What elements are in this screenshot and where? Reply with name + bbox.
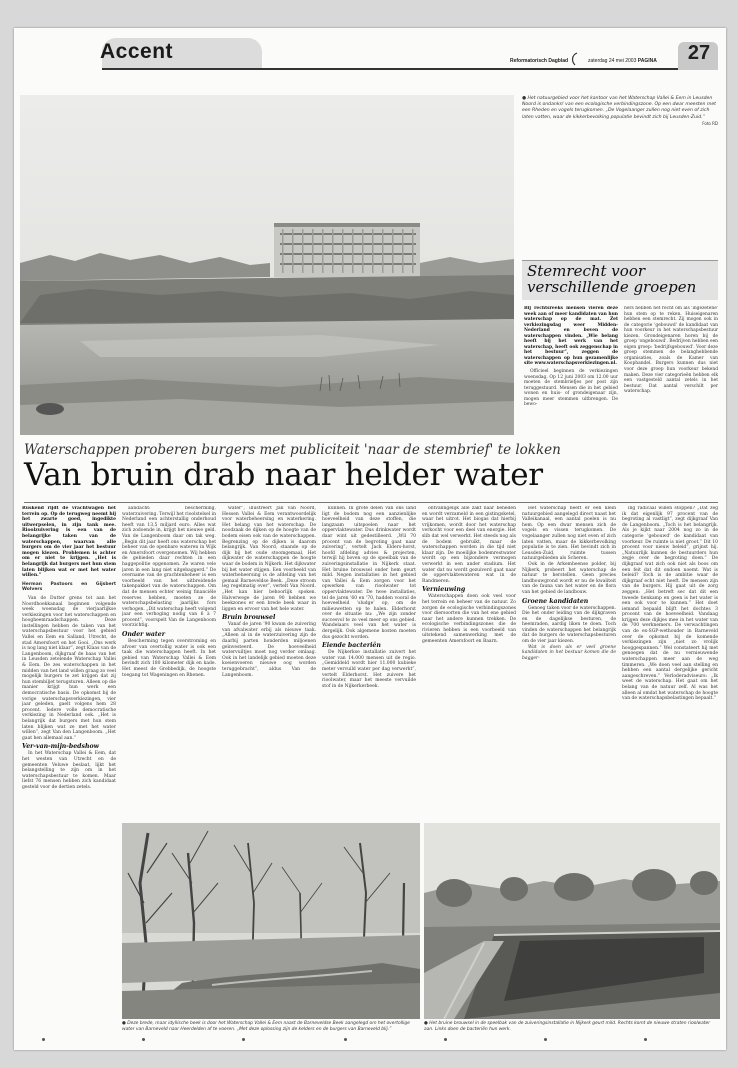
column-1-text: Van de Dutter grens tot aan het Noordhoekkanaal beginnen volgende week woensdag de vierjaarlijkse verkiezingen voor het waterschappen en hoogheemraadschappen. Deze instellingen hebben de taken van het waterschapsbestuur voor het gebied Vallei en Eem en Salland, Utrecht, de stad Amersfoort en het Gooi. „Ons werk is nog lang niet klaar”, zegt Klaas van de Langenboom, dijkgraaf de baas van het in Leusden zetelende Waterschap Vallei & Eem. De zes waterschappen in het midden van het land willen graag zo veel mogelijk burgers te zet krijgen dat zij hun stembiljet terugsturen. Alleen op die manier krijgt hun werk een democratische basis. De opkomst bij de vorige waterschapsverkiezingen, vier jaar geleden, gaelt volgens hem 28 procent. Iedere volle democratische verkiezing in Nederland ook. „Het is belangrijk dat burgers met hun stem laten blijken wat ze met het water willen”, zegt Van den Langenboom. „Het gaat hen allemaal aan.” [22, 595, 116, 741]
caption-text: Het natuurgebied voor het kantoor van het Waterschap Vallei & Eem in Leusden Noord is ondanks! van een ecologische verbindingszone. Op een dwar meesten met een Rheden en vogels terugkomen. „De Vogelaanger zullen nog niet even of zich laten vatten, waar de kikkerbevolking populatie bevindt zich bij Leusden-Zuid.” [522, 96, 716, 120]
treatment-basin-photo-icon [424, 823, 720, 1019]
footer-dot [644, 1038, 647, 1041]
treatment-caption-text: Het bruine brouwsel in de speelbak van de zuiveringsinstallatie in Nijkerk geurt mild. Rechts komt de nieuwe straten rioolwater aan. Links doen de bacteriën hun werk. [424, 1021, 711, 1032]
footer-dot [242, 1038, 245, 1041]
treatment-basin-photo [424, 823, 720, 1019]
stream-photo-icon [122, 823, 420, 1019]
column-6-text: Het waterschap heeft er een klein natuurgebied aangelegd direct naast het Valleikanaal, een aantal poelen is nu hem. Op een dwar mensen zich de vogels en vissen terugkomen. De vogelaanger zullen nog niet even of zich laten vatten, maar de kikkerbevolking populatie is te zien. Het bevindt zich in Leusden-Zuid, ruimte tussen natuurgebieden als Scheren. [522, 506, 616, 562]
subhead-2: Onder water [122, 631, 165, 639]
sidebar-text-1: Officieel beginnen de verkiezingen woensdag. Op 12 juni 2003 om 12.00 uur moeten de stembriefjes per post zijn teruggestuurd. Mensen die in het gebied wonen en huis- of grondeigenaar zijn, mogen meer stemmen uitbrengen. De bewo- [524, 369, 618, 408]
article-byline: Herman Pastoors en Gijsbert Wolvers [22, 581, 116, 593]
paper-logo-icon [568, 52, 582, 66]
column-6b-text: Ook in de Arkemheense polder, bij Nijkerk, probeert het waterschap de natuur te herstellen. Geen precies landbouwgrond wordt er nu de kwaliteit van de fauna van het water en de flora van het gebied de landbouw. [522, 561, 616, 595]
sidebar-column-2 [624, 306, 718, 434]
article-column-2 [122, 506, 216, 818]
stream-photo-caption [122, 1021, 420, 1032]
column-6c-text: Genoeg taken voor de waterschappen. Die het onder leiding van de dijkgraven en de dagelijkse besturen, de heemraden, aardig liken te doen. Toch vinden de waterschappen het belangrijk dat de burgers de waterschapsbesturen om de vier jaar kiezen. [522, 605, 616, 645]
column-2-text: aandacht: bescherming, waterzuivering. Terwijl het rioolstelsel in Nederland een achterstallig onderhoud heeft van 13,5 miljard euro. Alles wat zich zodoende in, krijgt het nieuwe geld. Van de Langenboom daar om tak weg. „Begin dit jaar heeft ons waterschap het beheer van de openbare wateren in Wijk en Amersfoort overgenomen. Wij hebben de gebieden daar rechten in een haggepolitie opgenomen. Ze waren vele jaren in een lang niet uitgebaggerd.” De overname van de grachtenbeheer is een voorbeeld van het uitbreidende takenpakket van de waterschappen. Om dat de mensen echter weinig financiële reserves hebben, moeten ze de waterschapsbelasting jaarlijks fors verhogen. „Dit waterschap heeft volgend jaar een verhoging nodig van 6 à 7 procent”, voorspelt Van de Langenboom voorzichtig. [122, 506, 216, 629]
issue-date-text: zaterdag 24 mei 2003 [588, 58, 638, 64]
subhead-5: Vernieuwing [422, 586, 466, 594]
section-title: Accent [100, 40, 174, 63]
column-6-question: Wat is doen als er veel groene kandidaten in het bestuur komen die de bagger- [522, 644, 616, 661]
subhead-6: Groene kandidaten [522, 597, 589, 605]
footer-dot [444, 1038, 447, 1041]
newspaper-page [14, 28, 726, 1050]
sidebar-text-2: ners hebben het recht om als 'ingezetene' hun stem op te reken. Huiseigenaren hebben een stemrecht. Zij mogen ook in de categorie 'gebouwd' de kandidaat van hun voorkeur in het waterschapsbestuur kiezen. Grondeigenaren horen bij de groep 'ongebouwd'. Bedrijven hebben een eigen groep: 'bedrijfsgebouwd'. Voor deze groep stemmen de belanghebbende organisaties, zoals de Kamer van Koophandel. Burgers kunnen dus niet voor deze groep hun voorkeur bekend maken. Deze vier categorieën hebben elk een vastgesteld aantal zetels in het bestuur. Dat aantal verschilt per waterschap. [624, 306, 718, 395]
sidebar-headline: Stemrecht voor verschillende groepen [527, 262, 697, 296]
issue-date [588, 58, 657, 64]
column-5-text: ontvanngelijk alle zakt naar beneden en wordt verzameld in een gistingsketel, waar het uitrot. Het biogas dat hierbij vrijkomen, wordt door het waterschap verkocht voor een deel van energie. Het slib dat wel verwerkt. Het steeds nog als de bodem gebruikt, maar de waterschappen worden in die tijd niet klaar zijn. De moeilijke bodemrestwater wordt op een bijzondere vermogen verwerkt in een ander stadium. Het water dat nu wordt gezuiverd gaat naar de oppervlaktewateren wat in de Randmeren. [422, 506, 516, 584]
column-7-text: ing radicaal willen stoppen? „Dat zeg ik dat eigenlijk 97 procent van de begroting al vastligt”, zegt dijkgraaf Van de Langenboom. „Toch is het belangrijk. Als je kijkt naar 2004 nog zo in de categorie 'gebouwd' de kandidaat van voorkeur. De ruimte is niet groot.” Dit 10 procent voor nieuw beleid”, grijnst hij. „Natuurlijk kunnen de bestuurders hun zegje over de begroting doen.” De dijkgraaf wat zich ook niet als boos om een feit dat dit ondoen noemt. Wat is beleid? Toch is de ambitie waar de dijkgraaf echt niet heeft. De mensen zijn van de burgers. Hij gaat uit de zorg zeggen: „Het betreft sec dat dit een tweede tienkamp en geen is het water is een ook voor te kunnen.” Het doet iemand bepaald blijft het dochtes 3 procent van de hoeveelheid. Vandaag krijgen deze dijkjes mee in het water van de 700 werknemers. De verwachtingen van de ex-SGP-wethouder in Barneveld over de opkomst bij de komende verkiezingen zijn „niet zo vrolijk hooggespannen.” Wel constateert hij met genoegen dat de nu vernieuwende waterschappen meer aan de weg timmeren. „We doen veel aan stelling en hebben een aantal dergelijke gericht aangeschreven.” Verloderadviseurs: „Ik weet de waterschap. Het gaat om het belang van de natuur zelf. Al was het alleen al omdat het waterschap de hoogte van de waterschapsbelastingen bepaalt.” [622, 506, 718, 702]
column-3-text: water”, illustreert Jan van Noord, Hessen Vallei & Eem verantwoordelijk voor waterbeheersing en waterkering. Het belang van het waterschap. De noodzaak de dijken op de hoogte van de bodem eisen ook van de waterschappen. Begrenzing op de dijken is daarom belangrijk. Van Noord, staande op de dijk bij het oude stoomgemaal, Het dijkwater de waterschappen de hoogte waar de bodem in Nijkerk. Het dijkwater bij het water stijgen. Een voorbeeld van waterbeheersing is de afdeling van het gemaal Barneveldse Beek. „Deze stroom leg regelmatig over”, vertelt Van Noord. „Het kan hier behoorlijk spoken. Halverwege de jaren 90 hebben we beekzones er een brede beek waar in liggen en ervoor van het hele water. [222, 506, 316, 612]
top-photo-caption [522, 96, 718, 127]
article-column-4 [322, 506, 416, 818]
article-column-7 [622, 506, 718, 818]
footer-dot [42, 1038, 45, 1041]
caption-bullet-icon: ● [424, 1021, 430, 1026]
paper-name: Reformatorisch Dagblad [510, 58, 569, 64]
headline-rule [24, 502, 718, 503]
caption-bullet-icon: ● [122, 1021, 128, 1026]
page-header [14, 28, 726, 72]
column-2b-text: Bescherming tegen overstroming en afvoer van overtollig water is ook een taak die waterschappen heeft. In het gebied van Waterschap Vallei & Eem bevindt zich 180 kilometer dijk en kade. Het meest de Grebbedijk, de hoogste toegang tot Wageningen en Rhenen. [122, 639, 216, 678]
column-4b-text: De Nijkerkse installatie zuivert het water van 14.000 mensen uit de regio. „Gemiddeld wordt hier 11.000 kubieke meter vervuild water per dag verwerkt”, vertelt Elderhorst. Het zuivere het rioolwater, maar het meeste vervuilde stof in de Nijkerkerbeek. [322, 650, 416, 689]
treatment-photo-caption [424, 1021, 720, 1032]
column-4-text: kunnen. In grote delen van ons land ligt de bodem nog een aanzienlijke hoeveelheid van deze stoffen, die langzaam uitspoelen naar het oppervlaktewater. Dus drinkwater wordt daar wint uit gedestilleerd. „Wil 70 procent van de begroting gaat naar zuivering”, vertelt Jack Elders-horst, hoofd afdeling advies & projecten, terwijl hij boven op de speelbak van de zuiveringsinstallatie in Nijkerk staat. Het bruine brouwsel onder hem geurt mild. Negen installaties in het gebied van Vallei & Eem zorgen voor het opwerken van rioolwater tot oppervlaktewater. De twee installaties, tel de jaren '60 en '70, hadden vooral de hoeveelheid ‘sludge’ op, om de milieuwetten op te halen. Elderhorst over de situatie nu: „We zijn zonder succesvol te zo veel meer op ons gebied. Wandelaars veel van het water is dergelijk. Ook algemene kosten moeten dus gezocht worden. [322, 506, 416, 640]
article-column-6 [522, 506, 616, 818]
article-column-1 [22, 506, 116, 1026]
column-3b-text: Vanaf de jaren '90 kwam de zuivering van afvalwater erbij als nieuwe taak. „Alleen al in de waterzuivering zijn de daarbij parten honderden miljoenen geïnvesteerd. De hoeveelheid watervuiltjes moet nog verder omlaag. Ook in het landelijk gebied moeten deze koeienvoeren nieuwe oog worden teruggebracht”, aldus Van de Langenboom. [222, 622, 316, 678]
stream-caption-text: Deze brede, maar idyllische beek is door het Waterschap Vallei & Eem naast de Barneveldse Beek aangelegd om het overtollige water van Barneveld naar Heerdelden af te voeren. „Met deze oplossing zijn de kelders en de burgers van Barneveld blij.” [122, 1021, 410, 1032]
waterschap-office-photo [20, 95, 514, 435]
caption-bullet-icon: ● [522, 96, 528, 101]
subhead-1: Ver-van-mijn-bedshow [22, 743, 99, 751]
footer-dot [344, 1038, 347, 1041]
photo-credit: Foto RD [702, 120, 718, 126]
article-headline: Van bruin drab naar helder water [24, 457, 543, 493]
footer-dot [544, 1038, 547, 1041]
subhead-4: Eiende bacteriën [322, 642, 381, 650]
sidebar-column-1 [524, 306, 618, 434]
article-column-5 [422, 506, 516, 818]
header-rule [102, 68, 714, 70]
landscape-photo-icon [20, 95, 514, 435]
article-column-3 [222, 506, 316, 818]
page-number: 27 [687, 42, 711, 64]
subhead-3: Bruin brouwsel [222, 614, 276, 622]
stream-photo [122, 823, 420, 1019]
footer-dot [142, 1038, 145, 1041]
sidebar-lead: Bij rechtsreeks mensen vieren deze week aan of meer kandidaten van hun waterschap op de mat. Zet verkiezingsdag weer Midden-Nederland en boven de waterschappen vinden. „Wie belang heeft bij het werk van het waterschap, heeft ook zeggenschap in het bestuur”, zeggen de waterschappen op hun gezamenlijke site www.waterschapsverkiezingen.nl. [524, 306, 618, 367]
column-1b-text: In het Waterschap Vallei & Eem, dat het westen van Utrecht en de gemeenten Veluwe beslaat, lijkt het belangstelling te zijn om in het waterschapsbestuur te komen. Maar liefst 76 mensen hebben zich kandidaat gesteld voor de dertien zetels. [22, 751, 116, 790]
column-5b-text: Waterschappen doen ook veel voor het terrein en beheer van de natuur. Zo zorgen de ecologische verbindingszones voor diersoorten die van het ene gebied naar het andere kunnen trekken. De ecologische verbindingszones die de rivieren hebben is een voorbeeld van uitstekend samenwerking met de gemeenten Amersfoort en Baarn. [422, 594, 516, 645]
article-lead: Ruskend rijdt de vrachtwagen het terrein op. Op de terugweg neemt hij het zwarte goed, ingedikte uitwerpselen, in zijn tank mee. Rioolzuivering is een van de belangrijke taken van de waterschappen, waarvan alle burgers om de vier jaar het bestuur mogen kiezen. Problemen is achter om er niet te krijgen. „Het is belangrijk dat burgers met hun stem laten blijken wat er met het water willen.” [22, 506, 116, 579]
issue-page-label: PAGINA [637, 58, 657, 64]
article-kicker: Waterschappen proberen burgers met publiciteit 'naar de stembrief' te lokken [24, 442, 561, 458]
